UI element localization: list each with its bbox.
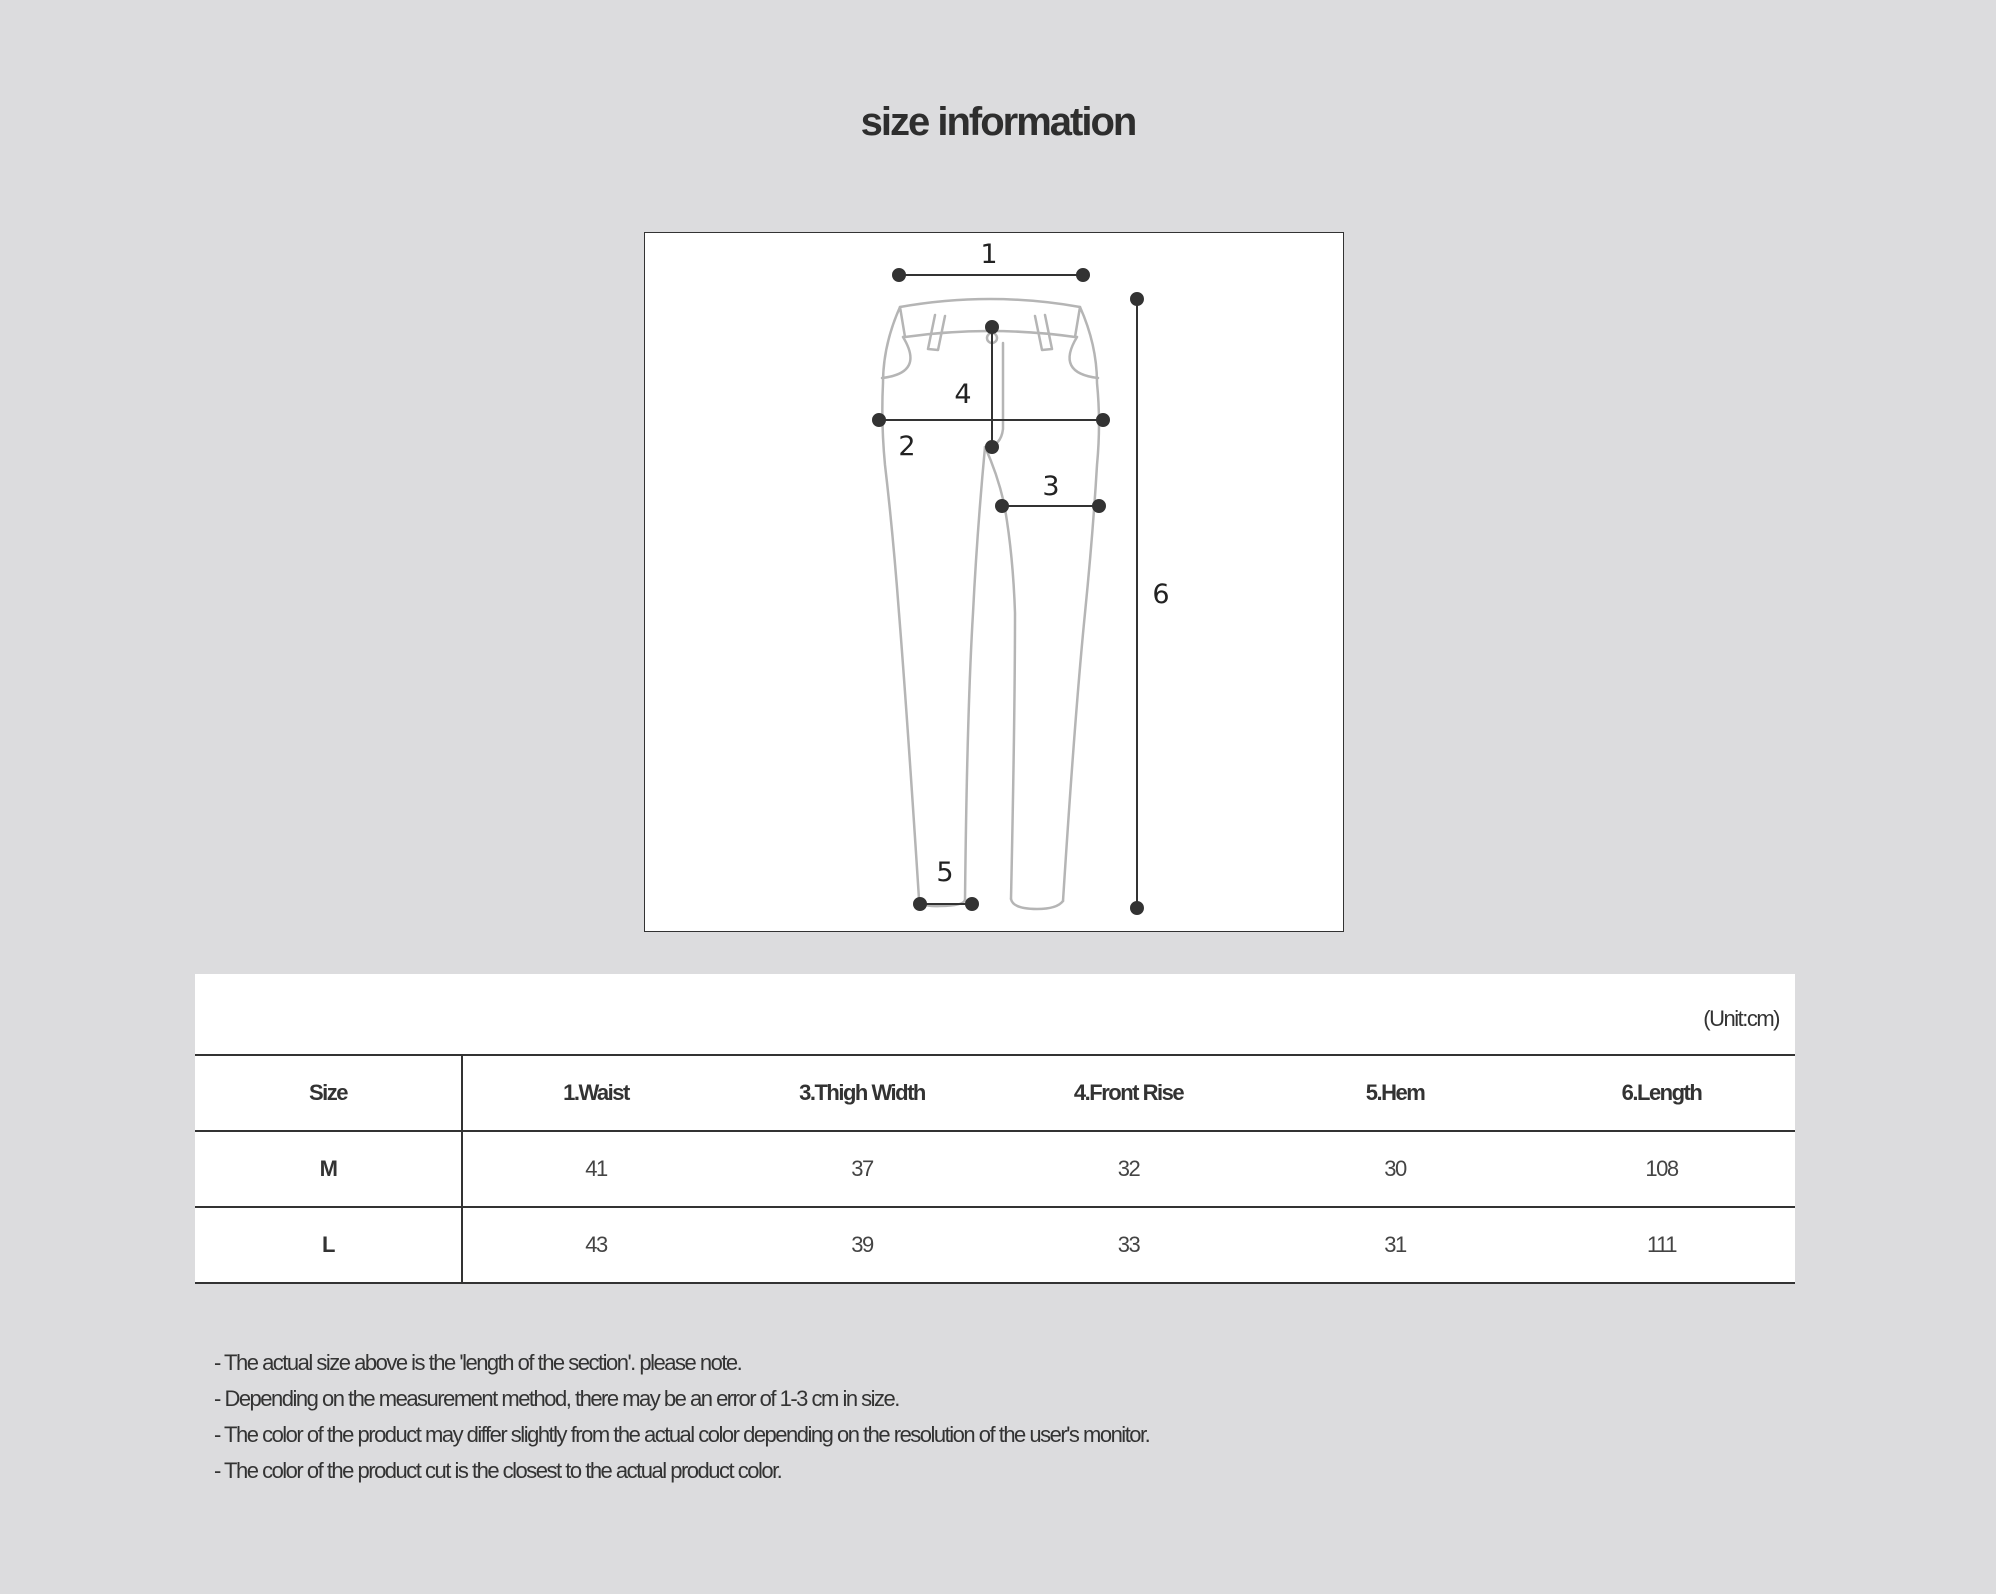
label-thigh: 3 bbox=[1042, 471, 1060, 502]
table-row bbox=[195, 1207, 1795, 1283]
size-notes bbox=[214, 1345, 1149, 1489]
note-item: - Depending on the measurement method, there may be an error of 1-3 cm in size. bbox=[214, 1386, 899, 1411]
label-length: 6 bbox=[1152, 579, 1170, 610]
cell-front-rise: 33 bbox=[995, 1207, 1262, 1283]
cell-front-rise: 32 bbox=[995, 1131, 1262, 1207]
cell-hem: 31 bbox=[1262, 1207, 1528, 1283]
note-item: - The color of the product may differ slightly from the actual color depending on the resolution of the user's monitor. bbox=[214, 1422, 1150, 1447]
size-table bbox=[195, 1054, 1795, 1284]
unit-label: (Unit:cm) bbox=[1703, 1006, 1779, 1031]
note-item: - The actual size above is the 'length of the section'. please note. bbox=[214, 1350, 742, 1375]
cell-waist: 41 bbox=[462, 1131, 729, 1207]
cell-thigh-width: 37 bbox=[729, 1131, 995, 1207]
table-header-row bbox=[195, 1055, 1795, 1131]
header-length: 6.Length bbox=[1528, 1055, 1795, 1131]
cell-size: L bbox=[195, 1207, 462, 1283]
cell-thigh-width: 39 bbox=[729, 1207, 995, 1283]
header-hem: 5.Hem bbox=[1262, 1055, 1528, 1131]
table-row bbox=[195, 1131, 1795, 1207]
header-thigh-width: 3.Thigh Width bbox=[729, 1055, 995, 1131]
cell-waist: 43 bbox=[462, 1207, 729, 1283]
pants-measurement-diagram bbox=[644, 232, 1344, 932]
label-waist: 1 bbox=[980, 239, 998, 270]
header-waist: 1.Waist bbox=[462, 1055, 729, 1131]
size-table-panel bbox=[195, 974, 1795, 1284]
header-size: Size bbox=[195, 1055, 462, 1131]
cell-length: 111 bbox=[1528, 1207, 1795, 1283]
pants-illustration bbox=[645, 233, 1345, 933]
cell-size: M bbox=[195, 1131, 462, 1207]
label-front-rise: 4 bbox=[954, 379, 972, 410]
label-hip: 2 bbox=[898, 431, 916, 462]
header-front-rise: 4.Front Rise bbox=[995, 1055, 1262, 1131]
note-item: - The color of the product cut is the closest to the actual product color. bbox=[214, 1458, 782, 1483]
page-title: size information bbox=[860, 100, 1136, 144]
label-hem: 5 bbox=[936, 857, 954, 888]
cell-hem: 30 bbox=[1262, 1131, 1528, 1207]
cell-length: 108 bbox=[1528, 1131, 1795, 1207]
